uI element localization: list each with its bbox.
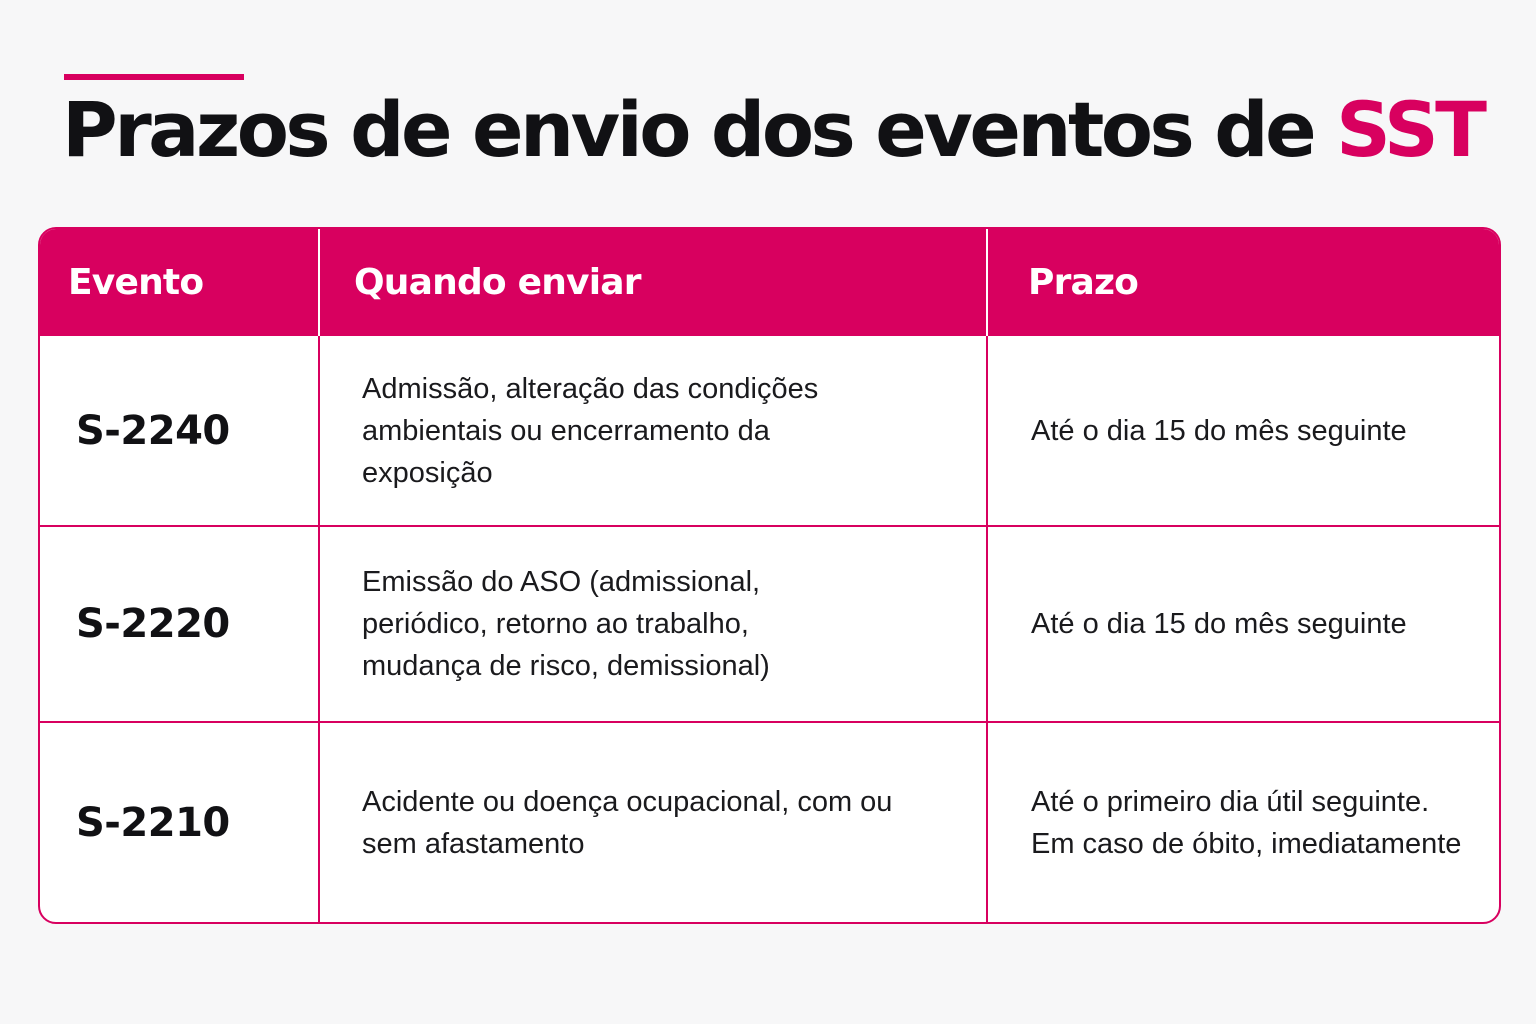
event-code-cell: S-2210 [40,722,319,922]
event-code-cell: S-2220 [40,526,319,722]
when-to-send-text: Acidente ou doença ocupacional, com ou sem afastamento [362,785,893,860]
title-accent-line [64,74,244,80]
when-to-send-cell [319,526,987,722]
deadline-cell [987,722,1499,922]
sst-deadlines-table-frame [38,227,1501,924]
table-header [40,229,1499,336]
sst-deadlines-table [40,229,1499,922]
page-title [62,84,1484,176]
table-row [40,526,1499,722]
deadline-cell: Até o dia 15 do mês seguinte [987,336,1499,526]
page-title-highlight: SST [1336,85,1484,174]
table-header-row [40,229,1499,336]
column-header-prazo: Prazo [987,229,1499,336]
table-row [40,336,1499,526]
column-header-quando-enviar: Quando enviar [319,229,987,336]
table-row [40,722,1499,922]
column-header-evento: Evento [40,229,319,336]
event-code-cell: S-2240 [76,407,230,454]
when-to-send-text: Admissão, alteração das condições ambientais ou encerramento da exposição [362,372,819,489]
when-to-send-cell [319,336,987,526]
when-to-send-cell [319,722,987,922]
when-to-send-text: Emissão do ASO (admissional, periódico, retorno ao trabalho, mudança de risco, demissional) [362,566,770,682]
table-body [40,336,1499,922]
deadline-text: Até o primeiro dia útil seguinte. Em caso de óbito, imediatamente [1031,785,1462,860]
page-title-main: Prazos de envio dos eventos de [62,85,1337,174]
deadline-cell: Até o dia 15 do mês seguinte [987,526,1499,722]
